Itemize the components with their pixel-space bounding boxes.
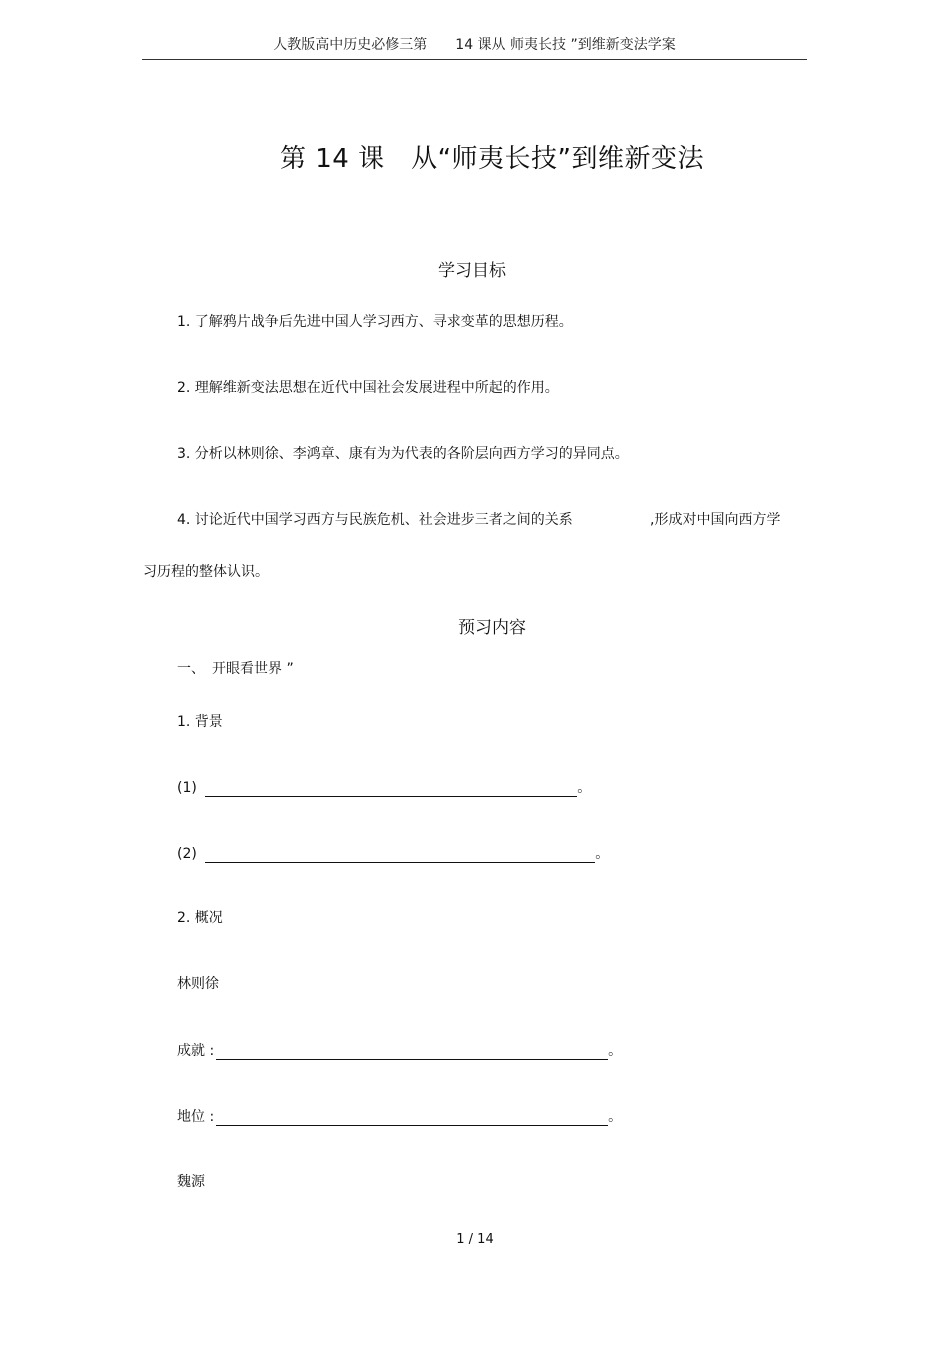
objective-4-part1: 4. 讨论近代中国学习西方与民族危机、社会进步三者之间的关系 xyxy=(177,512,573,528)
status-label: 地位 : xyxy=(177,1109,215,1125)
status-row xyxy=(177,1106,622,1126)
background-item-2-label: (2) xyxy=(177,846,197,862)
period: 。 xyxy=(595,846,610,862)
background-item-1 xyxy=(177,777,591,797)
objective-4-part2: ,形成对中国向西方学 xyxy=(650,512,781,528)
achievement-label: 成就 : xyxy=(177,1043,215,1059)
page-number: 1 / 14 xyxy=(456,1232,494,1247)
person-wei-yuan: 魏源 xyxy=(177,1174,205,1190)
overview-label: 2. 概况 xyxy=(177,910,223,926)
period: 。 xyxy=(608,1109,623,1125)
objectives-heading: 学习目标 xyxy=(438,261,506,281)
header-rule xyxy=(142,59,807,60)
answer-blank-bg2 xyxy=(205,848,595,863)
objective-2: 2. 理解维新变法思想在近代中国社会发展进程中所起的作用。 xyxy=(177,380,559,396)
answer-blank-achievement xyxy=(216,1045,608,1060)
objective-3: 3. 分析以林则徐、李鸿章、康有为为代表的各阶层向西方学习的异同点。 xyxy=(177,446,629,462)
answer-blank-status xyxy=(216,1111,608,1126)
background-label: 1. 背景 xyxy=(177,714,223,730)
period: 。 xyxy=(608,1043,623,1059)
section-1-title: 一、 开眼看世界 ” xyxy=(177,661,294,677)
running-header: 人教版高中历史必修三第 14 课从 师夷长技 ”到维新变法学案 xyxy=(273,37,676,53)
objective-1: 1. 了解鸦片战争后先进中国人学习西方、寻求变革的思想历程。 xyxy=(177,314,573,330)
achievement-row xyxy=(177,1040,622,1060)
background-item-1-label: (1) xyxy=(177,780,197,796)
answer-blank-bg1 xyxy=(205,782,577,797)
objective-4-part3: 习历程的整体认识。 xyxy=(143,564,269,580)
person-lin-zexu: 林则徐 xyxy=(177,976,219,992)
background-item-2 xyxy=(177,843,609,863)
period: 。 xyxy=(577,780,592,796)
page-title: 第 14 课 从“师夷长技”到维新变法 xyxy=(279,144,705,174)
preview-heading: 预习内容 xyxy=(458,618,526,638)
